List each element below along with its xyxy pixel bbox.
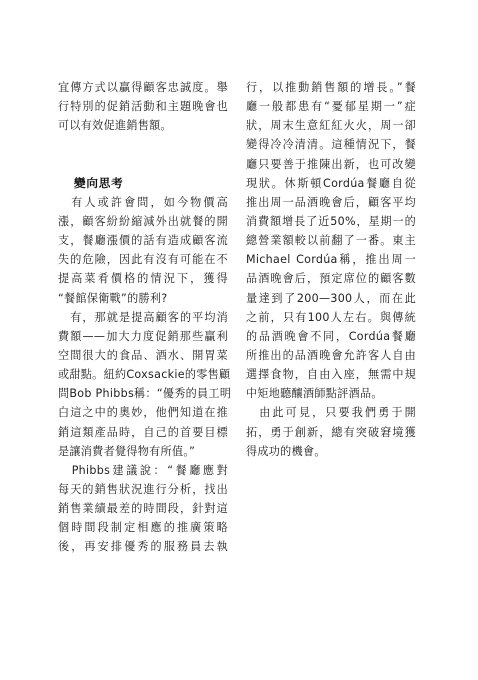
text-line: 漲，顧客紛紛縮減外出就餐的開 <box>58 215 228 228</box>
text-line: 廳只要善于推陳出新，也可改變 <box>246 157 416 171</box>
section-heading: 變向思考 <box>74 175 124 190</box>
text-line: 後，再安排優秀的服務員去執 <box>58 540 228 554</box>
text-line: 有，那就是提高顧客的平均消 <box>58 310 228 324</box>
text-line: Michael Cordúa稱，推出周一 <box>246 253 416 267</box>
left-column <box>58 78 232 557</box>
text-line: 白這之中的奧妙，他們知道在推 <box>58 406 228 420</box>
text-line: 的品酒晚會不同，Cordúa餐廳 <box>246 329 416 343</box>
text-line: 提高菜肴價格的情況下，獲得 <box>58 272 228 286</box>
paragraph-gap <box>58 135 228 173</box>
text-line: 銷售業績最差的時間段，針對這 <box>58 502 228 516</box>
text-line: 是讓消費者覺得物有所值。” <box>58 444 196 458</box>
text-line: 得成功的機會。 <box>246 444 326 458</box>
text-line: 狀，周末生意紅紅火火，周一卻 <box>246 119 416 133</box>
text-line: 有人或許會問，如今物價高 <box>58 195 228 209</box>
text-line: 宜傳方式以贏得顧客忠誠度。舉 <box>58 81 228 94</box>
text-line: 可以有效促進銷售額。 <box>58 119 172 133</box>
text-line: 推出周一品酒晚會后，顧客平均 <box>246 195 416 209</box>
text-line: 量達到了200—300人，而在此 <box>246 291 416 305</box>
text-line: 選擇食物，自由入座，無需中規 <box>246 368 416 382</box>
body-text <box>246 78 416 461</box>
text-line: Phibbs建議說：“餐廳應對 <box>58 463 228 477</box>
text-line: 現狀。休斯頓Cordúa餐廳自從 <box>246 176 416 190</box>
text-line: 品酒晚會后，預定席位的顧客數 <box>246 272 416 286</box>
text-line: 問Bob Phibbs稱：“優秀的員工明 <box>58 387 232 401</box>
text-line: 每天的銷售狀況進行分析，找出 <box>58 482 228 496</box>
text-line: 支，餐廳漲價的話有造成顧客流 <box>58 234 228 248</box>
intro-paragraph <box>58 78 228 135</box>
text-line: 廳一般都患有“憂郁星期一”症 <box>246 100 416 114</box>
right-column <box>246 78 416 461</box>
text-line: 行特別的促銷活動和主題晚會也 <box>58 100 228 114</box>
text-line: 或甜點。紐約Coxsackie的零售顧 <box>58 368 231 382</box>
text-line: 變得冷冷清清。這種情況下，餐 <box>246 138 416 152</box>
text-line: 銷這類產品時，自己的首要目標 <box>58 425 228 439</box>
text-line: 個時間段制定相應的推廣策略 <box>58 521 228 535</box>
text-line: 行，以推動銷售額的增長。”餐 <box>246 81 416 94</box>
text-line: 費額——加大力度促銷那些贏利 <box>58 329 228 343</box>
text-line: 失的危險，因此有沒有可能在不 <box>58 253 228 267</box>
text-line: 所推出的品酒晚會允許客人自由 <box>246 348 416 362</box>
text-line: 空間很大的食品、酒水、開胃菜 <box>58 348 228 362</box>
text-line: 總營業額較以前翻了一番。東主 <box>246 234 416 248</box>
text-line: “餐館保衛戰”的勝利? <box>58 291 168 305</box>
text-line: 之前，只有100人左右。與傳統 <box>246 310 416 324</box>
body-text <box>58 193 232 557</box>
text-line: 中矩地聽釀酒師點評酒品。 <box>246 387 383 401</box>
text-line: 消費額增長了近50%，星期一的 <box>246 214 416 228</box>
text-line: 由此可見，只要我們勇于開 <box>246 406 416 420</box>
text-line: 拓，勇于創新，總有突破窘境獲 <box>246 425 416 439</box>
